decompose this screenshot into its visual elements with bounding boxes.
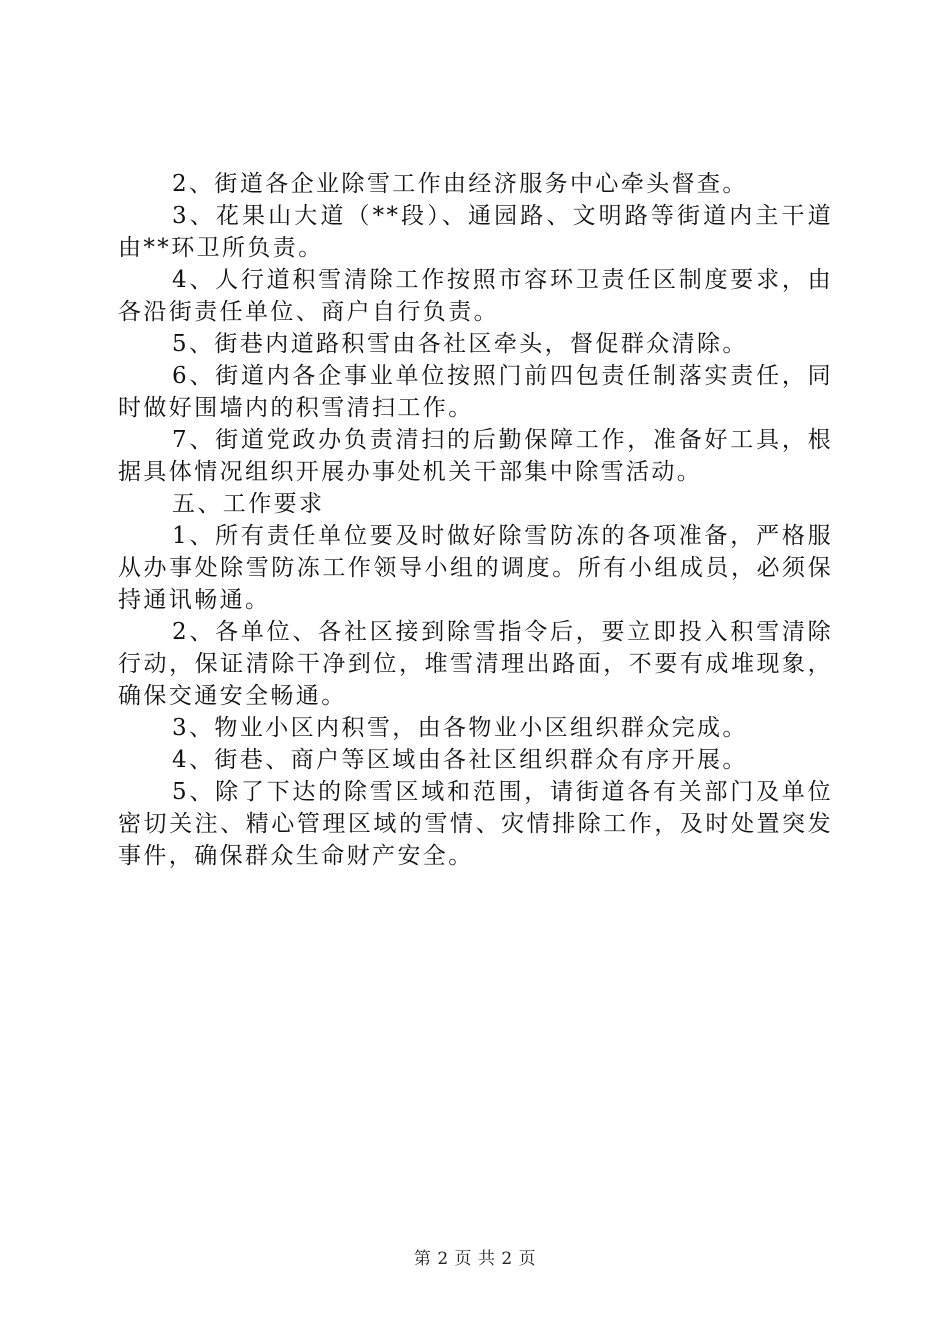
paragraph-item-3-main-roads: 3、花果山大道（**段）、通园路、文明路等街道内主干道由**环卫所负责。 bbox=[118, 203, 833, 261]
paragraph-item-5-alleys: 5、街巷内道路积雪由各社区牵头，督促群众清除。 bbox=[172, 331, 748, 357]
paragraph-item-4-sidewalks: 4、人行道积雪清除工作按照市容环卫责任区制度要求，由各沿街责任单位、商户自行负责。 bbox=[118, 267, 833, 325]
requirement-item-3: 3、物业小区内积雪，由各物业小区组织群众完成。 bbox=[172, 715, 748, 741]
page-number-footer: 第 2 页 共 2 页 bbox=[413, 1249, 537, 1269]
paragraph-item-2-enterprise: 2、街道各企业除雪工作由经济服务中心牵头督查。 bbox=[172, 171, 748, 197]
requirement-item-4: 4、街巷、商户等区域由各社区组织群众有序开展。 bbox=[172, 747, 748, 773]
document-body bbox=[118, 168, 833, 872]
section-heading-work-requirements: 五、工作要求 bbox=[172, 491, 325, 517]
requirement-item-5: 5、除了下达的除雪区域和范围，请街道各有关部门及单位密切关注、精心管理区域的雪情、灾情排除工作，及时处置突发事件，确保群众生命财产安全。 bbox=[118, 779, 833, 869]
paragraph-item-7-logistics: 7、街道党政办负责清扫的后勤保障工作，准备好工具，根据具体情况组织开展办事处机关干部集中除雪活动。 bbox=[118, 427, 833, 485]
paragraph-item-6-institutions: 6、街道内各企事业单位按照门前四包责任制落实责任，同时做好围墙内的积雪清扫工作。 bbox=[118, 363, 833, 421]
requirement-item-1: 1、所有责任单位要及时做好除雪防冻的各项准备，严格服从办事处除雪防冻工作领导小组的调度。所有小组成员，必须保持通讯畅通。 bbox=[118, 523, 833, 613]
requirement-item-2: 2、各单位、各社区接到除雪指令后，要立即投入积雪清除行动，保证清除干净到位，堆雪清理出路面，不要有成堆现象，确保交通安全畅通。 bbox=[118, 619, 833, 709]
